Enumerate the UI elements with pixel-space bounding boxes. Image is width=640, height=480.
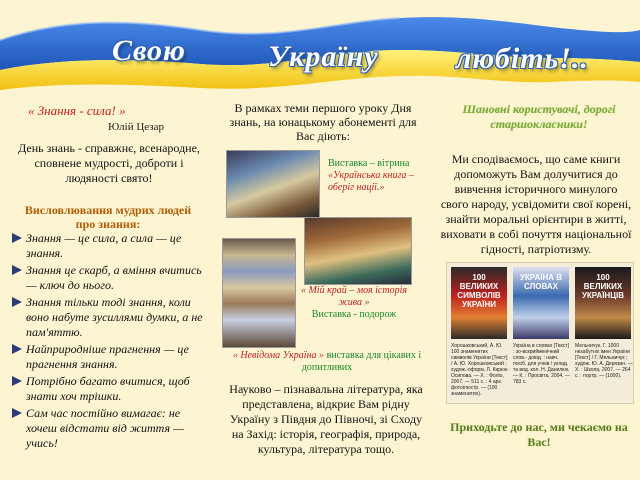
banner-word-3: любіть!..: [456, 42, 589, 75]
list-item: [12, 231, 206, 261]
saying-text: Знання це скарб, а вміння вчитись — ключ до нього.: [26, 263, 202, 292]
exhibit-caption-1-type: Виставка – вітрина: [328, 158, 410, 169]
book-cover-3: [575, 267, 631, 339]
list-item: [12, 263, 206, 293]
book-desc-2: Україна в словах [Текст] : зо-вскрийменічний слов.- довід. : навч. посіб. для учнів / уклад. та вид. кол. Н. Данилюк. — К. : Просвіта, 2004. — 783 с.: [513, 343, 570, 385]
exhibit-caption-3: [222, 350, 432, 374]
saying-text: Знання тільки тоді знання, коли воно набуте зусиллями думки, а не пам'яттю.: [26, 295, 203, 339]
saying-text: Найприродніше прагнення — це прагнення знання.: [26, 342, 189, 371]
exhibit-caption-1-title: «Українська книга – оберіг нації.»: [328, 170, 414, 193]
book-cover-3-title: 100 ВЕЛИКИХ УКРАЇНЦІВ: [581, 273, 625, 300]
book-desc-3: Мельничук, Г. 1000 незабутніх імен України [Текст] / Г. Мельничук ; худож. Ю. А. Дерязин. — Х. : Школа, 2007. — 264 с. : портр. — (1000).: [575, 343, 633, 379]
saying-text: Знання — це сила, а сила — це знання.: [26, 231, 182, 260]
quote: « Знання - сила! »: [28, 103, 126, 118]
greeting: Шановні користувачі, дорогі старшокласники!: [462, 102, 616, 131]
book-cover-2-title: УКРАЇНА В СЛОВАХ: [519, 273, 563, 291]
book-cover-2: [513, 267, 569, 339]
list-item: [12, 406, 206, 451]
sayings-title: [10, 203, 206, 231]
saying-text: Потрібно багато вчитися, щоб знати хоч трішки.: [26, 374, 190, 403]
col2-intro: В рамках теми першого уроку Дня знань, на юнацькому абонементі для Вас діють:: [229, 101, 417, 143]
exhibit-photo-3: [222, 238, 296, 348]
exhibit-caption-1: [328, 158, 424, 194]
banner-word-1: Свою: [112, 34, 186, 67]
col1-intro: День знань - справжнє, всенародне, сповнене мудрості, доброти і людяності свято!: [18, 141, 200, 185]
exhibit-photo-1: [226, 150, 320, 218]
quote-author: Юлій Цезар: [108, 121, 165, 133]
col2-body: Науково – пізнавальна література, яка представлена, відкриє Вам рідну Україну з Півдня до Півночі, зі Сходу на Захід: історія, географія, природа, культура, література тощо.: [229, 382, 423, 456]
bullet-icon: [12, 408, 22, 418]
exhibit-caption-3-title: « Невідома Україна »: [232, 350, 325, 361]
exhibit-caption-2-type: Виставка - подорож: [311, 309, 397, 320]
bullet-icon: [12, 344, 22, 354]
exhibit-photo-2: [304, 217, 412, 285]
banner-word-2: Україну: [268, 40, 379, 73]
list-item: [12, 342, 206, 372]
col3-body: Ми сподіваємось, що саме книги допоможуть Вам долучитися до вивчення історичного минулого свого народу, усвідомити свої корені, знайти моральні орієнтири в житті, виховати в собі почуття національної гідності, патріотизму.: [440, 152, 632, 256]
sayings-title-line-2: про знання:: [75, 217, 141, 231]
book-desc-1: Хорошковський, А. Ю. 100 знаменитих символів України [Текст] / А. Ю. Хорошковський ; худож.-оформ. Л. Кирюк-Осипова. — Х. : Фоліо, 2007. — 511 с. : 4 арк. фотоілюстр. — (100 знаменитих).: [451, 343, 509, 397]
sayings-list: [12, 231, 206, 453]
bullet-icon: [12, 297, 22, 307]
exhibit-caption-2-title: « Мій край – моя історія жива »: [300, 285, 408, 308]
bullet-icon: [12, 233, 22, 243]
saying-text: Сам час постійно вимагає: не хочеш відстати від життя — учись!: [26, 406, 184, 450]
bullet-icon: [12, 376, 22, 386]
exhibit-caption-3-type: виставка для цікавих і допитливих: [301, 350, 422, 373]
exhibit-caption-2: [300, 285, 408, 321]
book-covers-panel: [446, 262, 634, 404]
sayings-title-line-1: Висловлювання мудрих людей: [24, 203, 192, 217]
bullet-icon: [12, 265, 22, 275]
list-item: [12, 295, 206, 340]
list-item: [12, 374, 206, 404]
book-cover-1: [451, 267, 507, 339]
footer-invite: Приходьте до нас, ми чекаємо на Вас!: [450, 420, 628, 449]
book-cover-1-title: 100 ВЕЛИКИХ СИМВОЛІВ УКРАЇНИ: [457, 273, 501, 309]
